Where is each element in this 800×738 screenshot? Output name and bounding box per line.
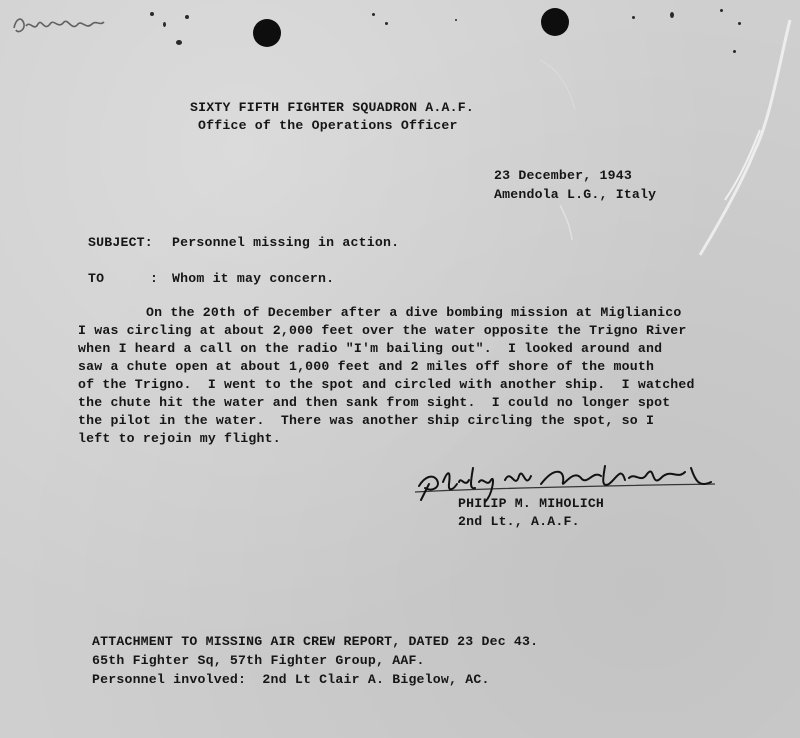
signer-name: PHILIP M. MIHOLICH xyxy=(458,496,605,511)
body-line: of the Trigno. I went to the spot and circled with another ship. I watched xyxy=(78,377,695,392)
to-value: Whom it may concern. xyxy=(172,271,335,286)
handwritten-notation-text xyxy=(12,12,69,25)
body-line: the chute hit the water and then sank from sight. I could no longer spot xyxy=(78,395,671,410)
body-line: left to rejoin my flight. xyxy=(78,431,281,446)
letter-place: Amendola L.G., Italy xyxy=(494,187,657,202)
subject-label: SUBJECT: xyxy=(88,235,153,250)
to-label: TO xyxy=(88,271,105,286)
body-line: when I heard a call on the radio "I'm bailing out". I looked around and xyxy=(78,341,663,356)
to-colon: : xyxy=(150,271,159,286)
attachment-line: 65th Fighter Sq, 57th Fighter Group, AAF. xyxy=(92,653,425,668)
signer-rank: 2nd Lt., A.A.F. xyxy=(458,514,580,529)
attachment-line: ATTACHMENT TO MISSING AIR CREW REPORT, DATED 23 Dec 43. xyxy=(92,634,539,649)
body-line: the pilot in the water. There was another ship circling the spot, so I xyxy=(78,413,655,428)
office-heading: Office of the Operations Officer xyxy=(198,118,458,133)
attachment-line: Personnel involved: 2nd Lt Clair A. Bigelow, AC. xyxy=(92,672,490,687)
subject-value: Personnel missing in action. xyxy=(172,235,400,250)
letter-date: 23 December, 1943 xyxy=(494,168,632,183)
body-line: saw a chute open at about 1,000 feet and 2 miles off shore of the mouth xyxy=(78,359,655,374)
body-line: On the 20th of December after a dive bombing mission at Miglianico xyxy=(146,305,682,320)
body-line: I was circling at about 2,000 feet over the water opposite the Trigno River xyxy=(78,323,687,338)
unit-heading: SIXTY FIFTH FIGHTER SQUADRON A.A.F. xyxy=(190,100,474,115)
